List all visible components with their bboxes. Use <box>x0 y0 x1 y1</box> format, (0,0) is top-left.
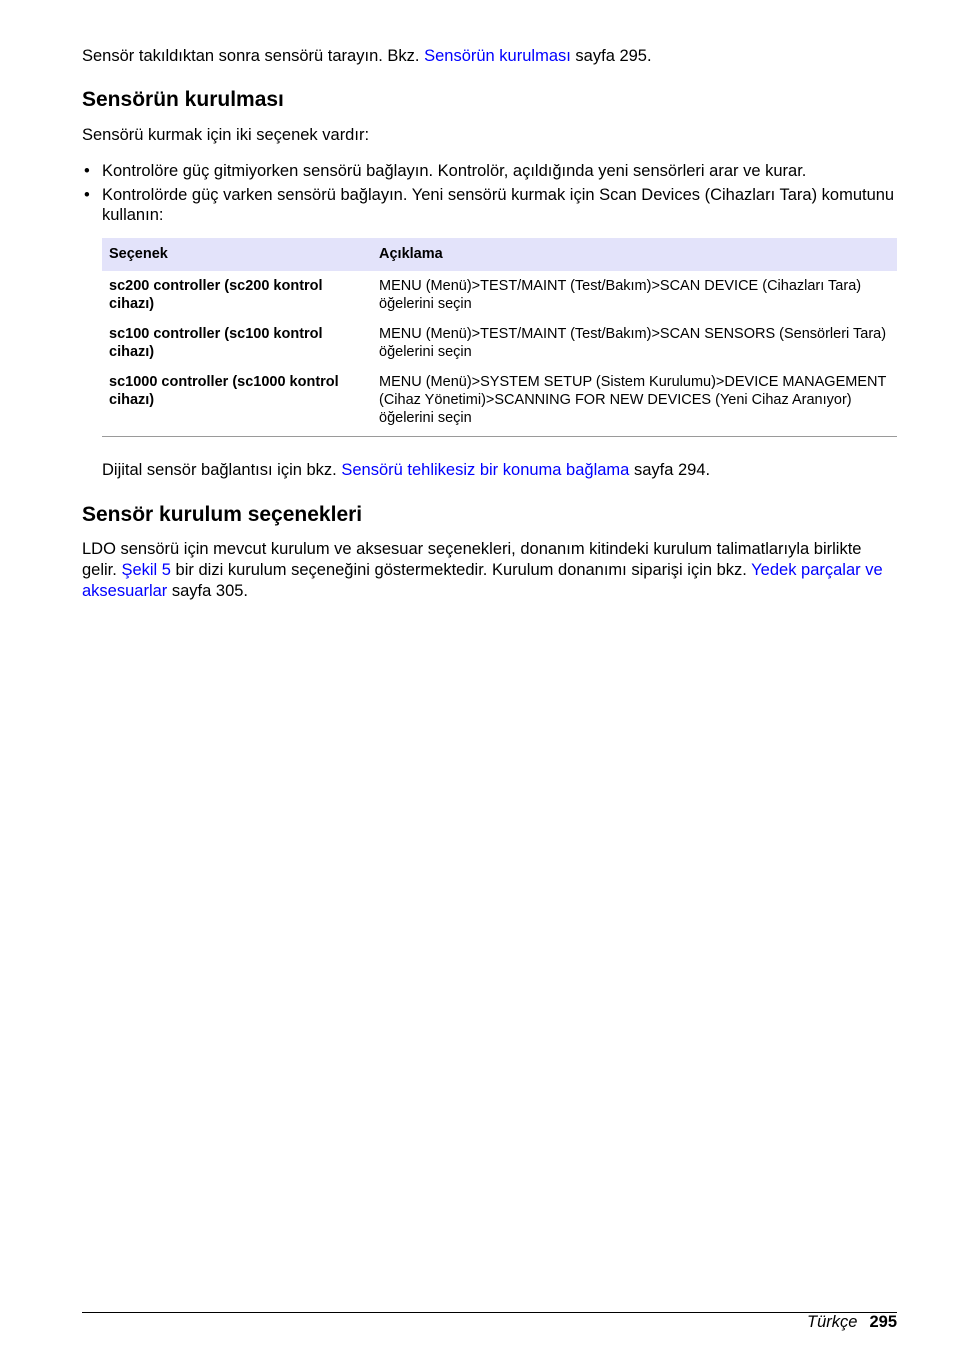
table-cell-option: sc200 controller (sc200 kontrol cihazı) <box>109 278 323 312</box>
list-item-text: Kontrolörde güç varken sensörü bağlayın. Yeni sensörü kurmak için Scan Devices (Cihazları Tara) komutunu kullanın: <box>102 186 895 224</box>
list-item <box>82 161 897 181</box>
link-sensor-installation[interactable]: Sensörün kurulması <box>424 47 571 65</box>
paragraph-text: LDO sensörü için mevcut kurulum ve aksesuar seçenekleri, donanım kitindeki kurulum talimatlarıyla birlikte gelir. <box>82 540 862 579</box>
footer-divider <box>82 1312 897 1313</box>
section-heading-sensor-installation: Sensörün kurulması <box>82 88 284 111</box>
footer-language: Türkçe <box>807 1313 858 1331</box>
list-item <box>82 185 897 225</box>
note-paragraph <box>102 460 710 481</box>
table-cell-option: sc1000 controller (sc1000 kontrol cihazı) <box>102 367 372 437</box>
table-header-row <box>102 238 897 271</box>
table-row <box>102 367 897 437</box>
note-text: Dijital sensör bağlantısı için bkz. <box>102 461 342 479</box>
link-spare-parts[interactable]: Yedek parçalar ve aksesuarlar <box>82 561 883 600</box>
intro-page-ref: sayfa 295. <box>570 47 652 65</box>
note-page-ref: sayfa 294. <box>629 461 711 479</box>
list-item-text: Kontrolöre güç gitmiyorken sensörü bağlayın. Kontrolör, açıldığında yeni sensörleri arar ve kurar. <box>102 162 807 180</box>
link-hazardous-location[interactable]: Sensörü tehlikesiz bir konuma bağlama <box>341 461 630 479</box>
bullet-glyph: • <box>84 186 90 204</box>
options-table <box>102 238 897 437</box>
table-cell-description: MENU (Menü)>TEST/MAINT (Test/Bakım)>SCAN DEVICE (Cihazları Tara) öğelerini seçin <box>379 278 862 312</box>
paragraph-text: bir dizi kurulum seçeneğini göstermektedir. Kurulum donanımı siparişi için bkz. <box>170 561 752 579</box>
page-footer <box>807 1312 897 1332</box>
table-row <box>102 319 897 367</box>
table-cell-description: MENU (Menü)>TEST/MAINT (Test/Bakım)>SCAN SENSORS (Sensörleri Tara) öğelerini seçin <box>379 326 887 360</box>
table-cell-option: sc100 controller (sc100 kontrol cihazı) <box>109 326 323 360</box>
column-header-option: Seçenek <box>102 238 372 271</box>
bullet-list <box>82 161 897 229</box>
installation-options-paragraph <box>82 539 897 602</box>
intro-text: Sensör takıldıktan sonra sensörü tarayın. Bkz. <box>82 47 425 65</box>
link-figure-5[interactable]: Şekil 5 <box>121 561 171 579</box>
page-number: 295 <box>869 1313 897 1331</box>
section-heading-installation-options: Sensör kurulum seçenekleri <box>82 503 363 526</box>
intro-paragraph <box>82 46 652 67</box>
bullet-glyph: • <box>84 162 90 180</box>
section-lead: Sensörü kurmak için iki seçenek vardır: <box>82 126 370 144</box>
table-cell-description: MENU (Menü)>SYSTEM SETUP (Sistem Kurulumu)>DEVICE MANAGEMENT (Cihaz Yönetimi)>SCANNING FOR NEW DEVICES (Yeni Cihaz Aranıyor) öğelerini seçin <box>372 367 897 437</box>
table-row <box>102 271 897 319</box>
column-header-description: Açıklama <box>372 238 897 271</box>
paragraph-page-ref: sayfa 305. <box>167 582 249 600</box>
